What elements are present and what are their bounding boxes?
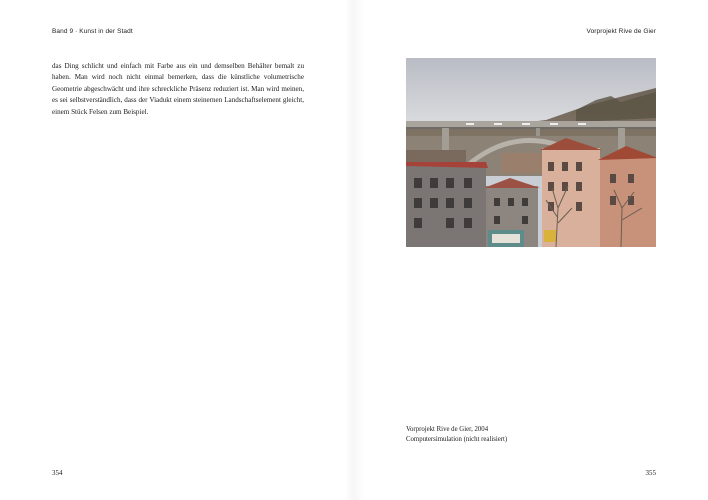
right-page	[354, 0, 708, 500]
viaduct-photo-illustration	[406, 58, 656, 247]
page-number-left: 354	[52, 469, 63, 477]
viaduct-photo	[406, 58, 656, 247]
caption-note: Computersimulation (nicht realisiert)	[406, 436, 508, 443]
page-number-right: 355	[645, 469, 656, 477]
photo-caption	[406, 425, 606, 445]
running-head-left: Band 9 · Kunst in der Stadt	[52, 28, 133, 35]
running-head-right: Vorprojekt Rive de Gier	[586, 28, 656, 35]
body-text: das Ding schlicht und einfach mit Farbe aus ein und demselben Behälter bemalt zu haben. Man wird noch nicht einmal bemerken, dass die künstliche volumetrische Geometrie abgeschwächt und ihre schreckliche Präsenz reduziert ist. Man wird meinen, es sei selbstverständlich, dass der Viadukt einem steinernen Landschaftselement gleicht, einem Stück Felsen zum Beispiel.	[52, 62, 304, 116]
caption-title: Vorprojekt Rive de Gier, 2004	[406, 426, 489, 433]
